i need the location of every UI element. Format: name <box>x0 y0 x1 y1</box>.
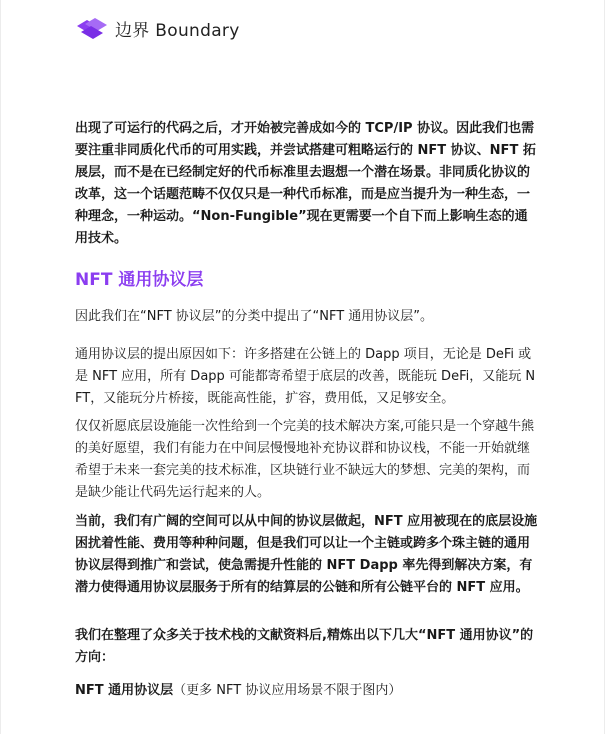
brand-name: 边界 Boundary <box>115 20 240 41</box>
paragraph-2: 因此我们在“NFT 协议层”的分类中提出了“NFT 通用协议层”。 <box>75 309 434 324</box>
caption-title: NFT 通用协议层 <box>75 683 174 698</box>
paragraph-4: 仅仅祈愿底层设施能一次性给到一个完美的技术解决方案,可能只是一个穿越牛熊的美好愿望，我们有能力在中间层慢慢地补充协议群和协议栈，不能一开始就继希望于未来一套完美的技术标准，区块链行业不缺远大的梦想、完美的架构，而是缺少能让代码先运行起来的人。 <box>75 419 535 500</box>
paragraph-5: 当前，我们有广阔的空间可以从中间的协议层做起，NFT 应用被现在的底层设施困扰着性能、费用等种种问题，但是我们可以让一个主链或跨多个珠主链的通用协议层得到推广和尝试，使急需提升性能的 NFT Dapp 率先得到解决方案，有潜力使得通用协议层服务于所有的结算层的公链和所有公链平台的 NFT 应用。 <box>75 514 538 595</box>
section-heading: NFT 通用协议层 <box>75 270 204 290</box>
paragraph-6: 我们在整理了众多关于技术栈的文献资料后,精炼出以下几大“NFT 通用协议”的方向： <box>75 628 534 665</box>
paragraph-3: 通用协议层的提出原因如下：许多搭建在公链上的 Dapp 项目，无论是 DeFi 或是 NFT 应用，所有 Dapp 可能都寄希望于底层的改善，既能玩 DeFi，又能玩 NFT，又能玩分片桥接，既能高性能，扩容，费用低，又足够安全。 <box>75 347 536 406</box>
header <box>75 13 240 43</box>
paragraph-1: 出现了可运行的代码之后，才开始被完善成如今的 TCP/IP 协议。因此我们也需要注重非同质化代币的可用实践，并尝试搭建可粗略运行的 NFT 协议、NFT 拓展层，而不是在已经制定好的代币标准里去遐想一个潜在场景。非同质化协议的改革，这一个话题范畴不仅仅只是一种代币标准，而是应当提升为一种生态，一种理念，一种运动。“Non-Fungible”现在更需要一个自下而上影响生态的通用技术。 <box>75 121 536 246</box>
caption-note: （更多 NFT 协议应用场景不限于图内） <box>173 683 402 698</box>
figure-caption <box>75 680 401 702</box>
boundary-logo-icon <box>75 14 109 42</box>
